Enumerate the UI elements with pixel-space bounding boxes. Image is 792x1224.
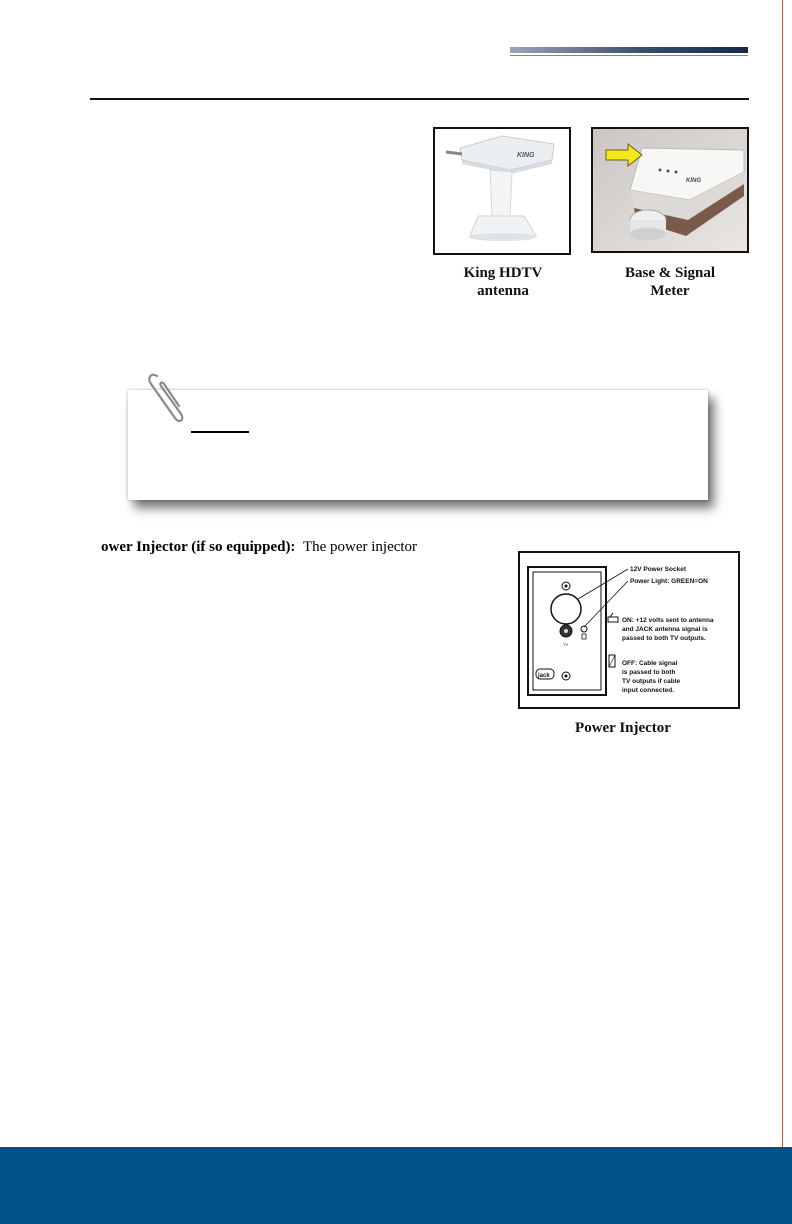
label-power-light: Power Light: GREEN=ON — [630, 578, 708, 585]
jack-brand-text: jack — [538, 673, 550, 679]
antenna-photo — [432, 124, 574, 258]
label-off-line4: input connected. — [622, 687, 674, 694]
power-injector-diagram — [518, 551, 740, 711]
label-off-line2: is passed to both — [622, 669, 676, 676]
page-margin-line — [782, 0, 783, 1224]
label-off-line3: TV outputs if cable — [622, 678, 681, 685]
note-heading-underline — [191, 431, 249, 433]
antenna-caption-line2: antenna — [477, 283, 529, 299]
base-logo-text: KING — [686, 178, 701, 184]
power-injector-paragraph — [101, 538, 501, 556]
antenna-figure — [432, 124, 574, 306]
base-meter-photo — [590, 124, 750, 256]
base-meter-caption-line1: Base & Signal — [624, 265, 715, 281]
header-accent-underline — [510, 55, 748, 56]
label-on-line3: passed to both TV outputs. — [622, 635, 706, 642]
paperclip-icon — [145, 368, 185, 428]
base-meter-caption-line2: Meter — [650, 283, 690, 299]
header-rule — [90, 98, 749, 100]
header-accent-bar — [510, 47, 748, 53]
power-injector-figure — [518, 551, 740, 741]
note-box — [128, 390, 708, 500]
svg-text:TV: TV — [563, 642, 569, 647]
antenna-caption-line1: King HDTV — [463, 265, 543, 281]
antenna-logo-text: KING — [517, 152, 535, 159]
power-injector-heading: ower Injector (if so equipped): — [101, 539, 296, 555]
label-off-line1: OFF: Cable signal — [622, 660, 678, 667]
power-injector-caption: Power Injector — [575, 720, 671, 736]
label-on-line2: and JACK antenna signal is — [622, 626, 708, 633]
footer-band — [0, 1147, 792, 1224]
label-power-socket: 12V Power Socket — [630, 566, 686, 573]
power-injector-text: The power injector — [302, 539, 418, 555]
base-meter-figure — [590, 124, 750, 306]
label-on-line1: ON: +12 volts sent to antenna — [622, 617, 714, 624]
